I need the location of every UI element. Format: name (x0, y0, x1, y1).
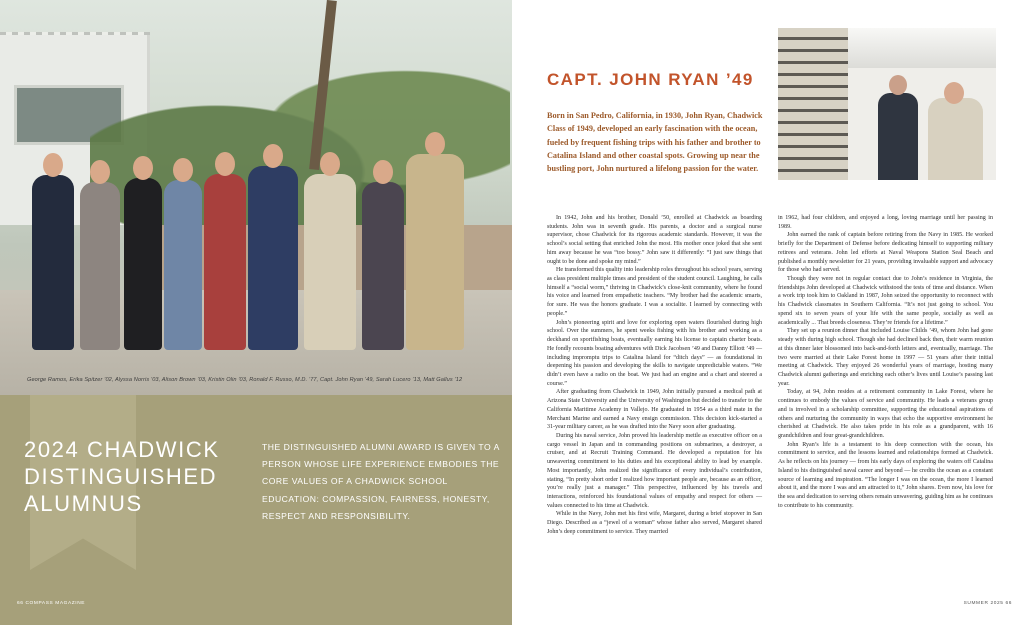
person-8 (362, 182, 404, 350)
award-title-line-1: 2024 CHADWICK (24, 437, 220, 462)
photo-caption: George Ramos, Erika Spitzer ’02, Alyssa Norris ’03, Alison Brown ’03, Kristin Olin ’03, Ronald F. Russo, M.D. ’77, Capt. John Ryan ’49, Sarah Lucero ’13, Matt Gallus ’12 (27, 377, 463, 383)
award-title (24, 436, 254, 517)
man-in-jacket (928, 98, 983, 180)
award-title-line-2: DISTINGUISHED (24, 464, 218, 489)
paragraph: John’s pioneering spirit and love for exploring open waters flourished during high school. Over the summers, he spent weeks fishing with his brother and working as a deckhand on sportfishing boats, eventually earning his license to captain charter boats. He fondly recounts boating adventures with Dick Jacobsen ’49 and Danny Elliott ’49 — including impromptu trips to Catalina Island for “ditch days” — as foundational in deepening his passion and developing the skills to navigate unpredictable waters. “We didn’t even have a radio on the boat. We just had an engine and a chart and steered a course.” (547, 319, 762, 387)
article-column-2 (778, 214, 993, 510)
person-9 (406, 154, 464, 350)
paragraph: During his naval service, John proved his leadership mettle as executive officer on a cargo vessel in Japan and in commanding positions on submarines, a destroyer, a cruiser, and at Recruit Training Command. He developed a reputation for his unwavering commitment to his duties and his exceptional ability to lead by example. Most importantly, John realized the significance of every individual’s contribution, stating, “In pretty short order I realized how important people are, because as an officer, you’re really just a manager.” This perspective, influenced by his travels and interactions, reinforced his foundational values of empathy and respect for others — values connected to his time at Chadwick. (547, 432, 762, 509)
person-1 (32, 175, 74, 350)
award-title-line-3: ALUMNUS (24, 491, 143, 516)
paragraph: Though they were not in regular contact due to John’s residence in Virginia, the friendships John developed at Chadwick withstood the tests of time and distance. When a work trip took him to Oakland in 1987, John seized the opportunity to reconnect with his Chadwick classmates in Southern California. “It’s not just going to school. You spend six to seven years of your life with the same people, socially as well as academically ... That breeds closeness. They’re friends for a lifetime.” (778, 276, 993, 326)
paragraph: in 1962, had four children, and enjoyed a long, loving marriage until her passing in 1989. (778, 215, 993, 230)
paragraph: John Ryan’s life is a testament to his deep connection with the ocean, his commitment to service, and the lessons learned and relationships formed at Chadwick. As he reflects on his journey — from his early days of exploring the waters off Catalina Island to his distinguished naval career and beyond — he credits the ocean as a constant source of learning and inspiration. “The longer I was on the ocean, the more I learned about it, and the more I was and am attracted to it,” John shares. Even now, his love for the sea and dedication to serving others remain unwavering, guiding him as he continues to contribute to his community. (778, 441, 993, 509)
article-column-1 (547, 214, 762, 537)
person-5 (204, 174, 246, 350)
person-7 (304, 174, 356, 350)
right-page (512, 0, 1024, 625)
paragraph: He transformed this quality into leadership roles throughout his school years, serving as class president multiple times and president of the student council. Laughing, he calls himself a “social worm,” thriving in Chadwick’s close-knit community, where he found his voice and learned from empathetic teachers. “My brother had the academic smarts, for sure. He was the honors graduate. I was a socialite. I learned by connecting with people.” (547, 267, 762, 317)
person-2 (80, 182, 120, 350)
awning (848, 28, 996, 68)
person-3 (124, 178, 162, 350)
plaque-wall-photo (778, 28, 996, 180)
paragraph: In 1942, John and his brother, Donald ’50, enrolled at Chadwick as boarding students. John was in seventh grade. His parents, a doctor and a surgical nurse supervisor, chose Chadwick for its rigorous academic standards. However, it was the school’s social setting that enriched John the most. His mother once joked that she sent him away because he was “too bossy.” John saw it differently: “I just saw things that ought to be done and spoke my mind.” (547, 215, 762, 265)
person-4 (164, 180, 202, 350)
paragraph: They set up a reunion dinner that included Louise Childs ’49, whom John had gone steady with during high school. Though she had declined back then, their warm reunion at this dinner later blossomed into back-and-forth letters and, eventually, marriage. The two were married at their Lake Forest home in 1997 — 51 years after their initial meeting at Chadwick. They enjoyed 26 wonderful years of marriage, hosting many Chadwick alumni gatherings and enriching each other’s lives until Louise’s passing last year. (778, 328, 993, 387)
award-description: THE DISTINGUISHED ALUMNI AWARD IS GIVEN TO A PERSON WHOSE LIFE EXPERIENCE EMBODIES THE CORE VALUES OF A CHADWICK SCHOOL EDUCATION: COMPASSION, FAIRNESS, HONESTY, RESPECT AND RESPONSIBILITY. (262, 442, 500, 521)
person-6 (248, 166, 298, 350)
group-photo (0, 0, 512, 395)
paragraph: While in the Navy, John met his first wife, Margaret, during a brief stopover in San Diego. Described as a “jewel of a woman” whose father also served, Margaret shared John’s deep commitment to service. They married (547, 511, 762, 535)
article-intro: Born in San Pedro, California, in 1930, John Ryan, Chadwick Class of 1949, developed an early fascination with the ocean, fueled by frequent fishing trips with his father and brother to Catalina Island and other coastal spots. Growing up near the bustling port, John nurtured a lifelong passion for the water. (547, 111, 763, 174)
paragraph: Today, at 94, John resides at a retirement community in Lake Forest, where he continues to embody the values of service and community. He leads a veterans group and is involved in a scholarship committee, supporting the educational aspirations of others and nurturing the community in ways that echo the supportive environment he cherished at Chadwick. He also takes pride in his role as a grandparent, with 16 grandchildren and four great-grandchildren. (778, 389, 993, 439)
folio-right: SUMMER 2025 66 (963, 601, 1012, 606)
paragraph: After graduating from Chadwick in 1949, John initially pursued a medical path at Arizona State University and the University of Washington but decided to transfer to the California Maritime Academy in Vallejo. He graduated in 1954 as a third mate in the Merchant Marine and earned a Navy ensign commission. This decision kick-started a 31-year military career, as he was drafted into the Navy soon after graduating. (547, 389, 762, 431)
paragraph: John earned the rank of captain before retiring from the Navy in 1985. He worked briefly for the Department of Defense before dedicating himself to supporting military retirees and veterans. John led efforts at Naval Weapons Station Seal Beach and published a monthly newsletter for 21 years, providing invaluable support and advocacy for those who had served. (778, 232, 993, 274)
man-in-suit (878, 93, 918, 180)
article-headline: CAPT. JOHN RYAN ’49 (547, 70, 754, 89)
plaques (778, 28, 848, 180)
folio-left: 66 COMPASS MAGAZINE (17, 601, 86, 606)
